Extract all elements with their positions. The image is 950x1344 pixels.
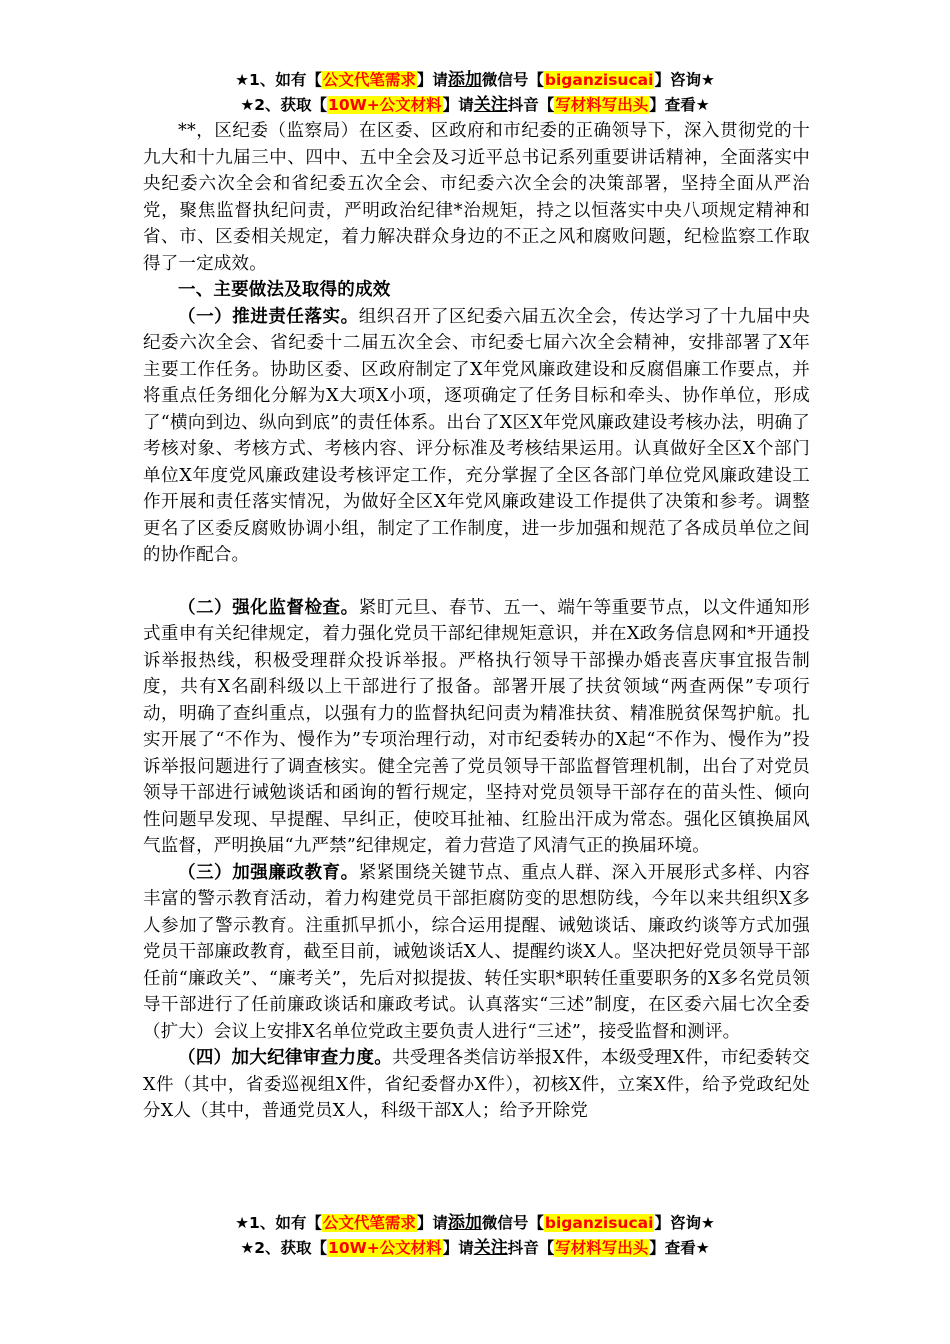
item-paragraph: [143, 1045, 810, 1125]
intro-paragraph: **，区纪委（监察局）在区委、区政府和市纪委的正确领导下，深入贯彻党的十九大和十九届三中、四中、五中全会及习近平总书记系列重要讲话精神，全面落实中央纪委六次全会和省纪委五次全会、市纪委六次全会的决策部署，坚持全面从严治党，聚焦监督执纪问责，严明政治纪律*治规矩，持之以恒落实中央八项规定精神和省、市、区委相关规定，着力解决群众身边的不正之风和腐败问题，纪检监察工作取得了一定成效。: [143, 121, 810, 274]
promo-line-1: ★1、如有【公文代笔需求】请添加微信号【biganzisucai】咨询★: [235, 1213, 715, 1233]
highlight-service: 公文代笔需求: [322, 1214, 416, 1232]
highlight-douyin-id: 写材料写出头: [555, 1239, 649, 1257]
item-lead: （三）加强廉政教育。: [178, 862, 359, 883]
item-text: 共受理各类信访举报X件，本级受理X件，市纪委转交X件（其中，省委巡视组X件，省纪委督办X件），初核X件，立案X件，给予党政纪处分X人（其中，普通党员X人，科级干部X人；给予开除党: [143, 1048, 810, 1121]
promo-banner-bottom: [0, 1211, 950, 1261]
highlight-materials: 10W+公文材料: [328, 1239, 442, 1257]
highlight-douyin-id: 写材料写出头: [555, 96, 649, 114]
promo-banner-top: [0, 68, 950, 118]
item-text: 组织召开了区纪委六届五次全会，传达学习了十九届中央纪委六次全会、省纪委十二届五次全会、市纪委七届六次全会精神，安排部署了X年主要工作任务。协助区委、区政府制定了X年党风廉政建设和反腐倡廉工作要点，并将重点任务细化分解为X大项X小项，逐项确定了任务目标和牵头、协作单位，形成了“横向到边、纵向到底”的责任体系。出台了X区X年党风廉政建设考核办法，明确了考核对象、考核方式、考核内容、评分标准及考核结果运用。认真做好全区X个部门单位X年度党风廉政建设考核评定工作，充分掌握了全区各部门单位党风廉政建设工作开展和责任落实情况，为做好全区X年党风廉政建设工作提供了决策和参考。调整更名了区委反腐败协调小组，制定了工作制度，进一步加强和规范了各成员单位之间的协作配合。: [143, 306, 811, 565]
highlight-materials: 10W+公文材料: [328, 96, 442, 114]
item-text: 紧盯元旦、春节、五一、端午等重要节点，以文件通知形式重申有关纪律规定，着力强化党员干部纪律规矩意识，并在X政务信息网和*开通投诉举报热线，积极受理群众投诉举报。严格执行领导干部操办婚丧喜庆事宜报告制度，共有X名副科级以上干部进行了报备。部署开展了扶贫领域“两查两保”专项行动，明确了查纠重点，以强有力的监督执纪问责为精准扶贫、精准脱贫保驾护航。扎实开展了“不作为、慢作为”专项治理行动，对市纪委转办的X起“不作为、慢作为”投诉举报问题进行了调查核实。健全完善了党员领导干部监督管理机制，出台了对党员领导干部进行诫勉谈话和函询的暂行规定，坚持对党员领导干部存在的苗头性、倾向性问题早发现、早提醒、早纠正，使咬耳扯袖、红脸出汗成为常态。强化区镇换届风气监督，严明换届“九严禁”纪律规定，着力营造了风清气正的换届环境。: [143, 597, 811, 856]
highlight-wechat-id: biganzisucai: [544, 1214, 654, 1232]
promo-line-2: ★2、获取【10W+公文材料】请关注抖音【写材料写出头】查看★: [240, 95, 710, 115]
item-paragraph: [143, 595, 810, 860]
highlight-wechat-id: biganzisucai: [544, 71, 654, 89]
promo-line-1: ★1、如有【公文代笔需求】请添加微信号【biganzisucai】咨询★: [235, 70, 715, 90]
item-paragraph: [143, 304, 810, 569]
section-heading: 一、主要做法及取得的成效: [178, 280, 391, 300]
item-text: 紧紧围绕关键节点、重点人群、深入开展形式多样、内容丰富的警示教育活动，着力构建党员干部拒腐防变的思想防线，今年以来共组织X多人参加了警示教育。注重抓早抓小，综合运用提醒、诫勉谈话、廉政约谈等方式加强党员干部廉政教育，截至目前，诫勉谈话X人、提醒约谈X人。坚决把好党员领导干部任前“廉政关”、“廉考关”，先后对拟提拔、转任实职*职转任重要职务的X多名党员领导干部进行了任前廉政谈话和廉政考试。认真落实“三述”制度，在区委六届七次全委（扩大）会议上安排X名单位党政主要负责人进行“三述”，接受监督和测评。: [143, 862, 811, 1042]
document-body: [143, 118, 810, 1125]
promo-line-2: ★2、获取【10W+公文材料】请关注抖音【写材料写出头】查看★: [240, 1238, 710, 1258]
item-lead: （一）推进责任落实。: [178, 306, 359, 327]
item-lead: （二）强化监督检查。: [178, 597, 359, 618]
item-paragraph: [143, 860, 810, 1046]
item-lead: （四）加大纪律审查力度。: [178, 1048, 393, 1068]
highlight-service: 公文代笔需求: [322, 71, 416, 89]
